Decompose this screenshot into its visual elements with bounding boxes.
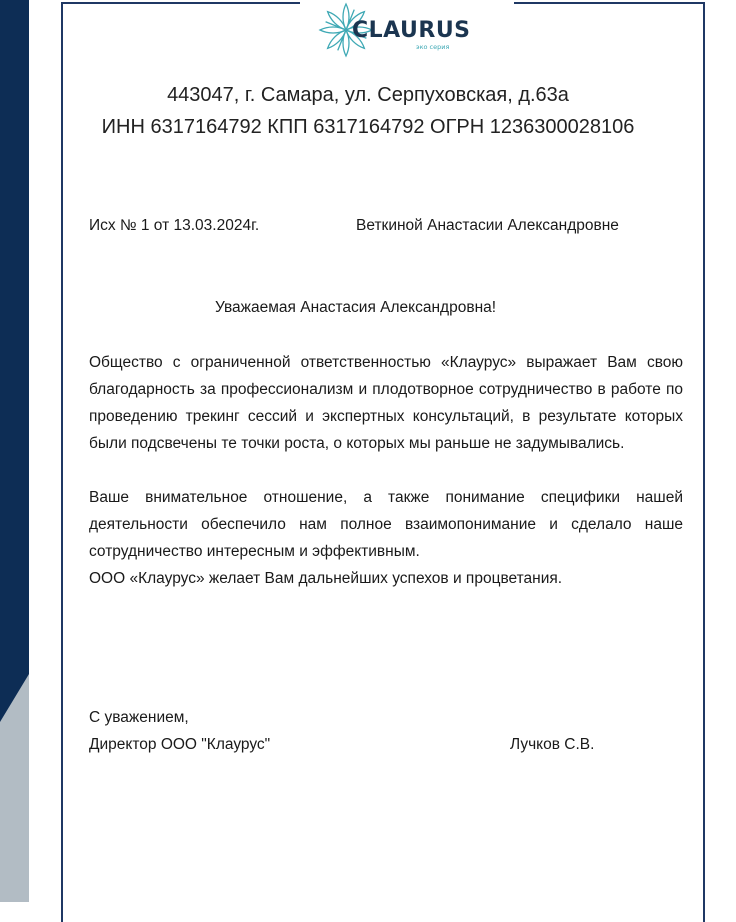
logo-tagline: эко серия (416, 43, 450, 51)
body-paragraph-wishes: ООО «Клаурус» желает Вам дальнейших успехов и процветания. (89, 570, 563, 587)
recipient-name: Веткиной Анастасии Александровне (356, 217, 619, 234)
signatory-name: Лучков С.В. (510, 736, 595, 753)
body-paragraph-cooperation: Ваше внимательное отношение, а также понимание специфики нашей деятельности обеспечило нам полное взаимопонимание и сделало наше сотрудничество интересным и эффективным. (89, 489, 683, 560)
logo-wordmark: CLAURUS (352, 18, 471, 43)
company-address: 443047, г. Самара, ул. Серпуховская, д.63а (167, 84, 569, 106)
salutation: Уважаемая Анастасия Александровна! (215, 299, 497, 316)
signatory-position: Директор ООО "Клаурус" (89, 736, 271, 753)
company-requisites: ИНН 6317164792 КПП 6317164792 ОГРН 1236300028106 (101, 116, 635, 138)
closing-phrase: С уважением, (89, 709, 189, 726)
company-logo (316, 2, 471, 60)
letter-frame (61, 2, 705, 922)
body-paragraph-gratitude: Общество с ограниченной ответственностью «Клаурус» выражает Вам свою благодарность за профессионализм и плодотворное сотрудничество в работе по проведению трекинг сессий и экспертных консультаций, в результате которых были подсвечены те точки роста, о которых мы раньше не задумывались. (89, 354, 683, 452)
outgoing-reference: Исх № 1 от 13.03.2024г. (89, 217, 260, 234)
